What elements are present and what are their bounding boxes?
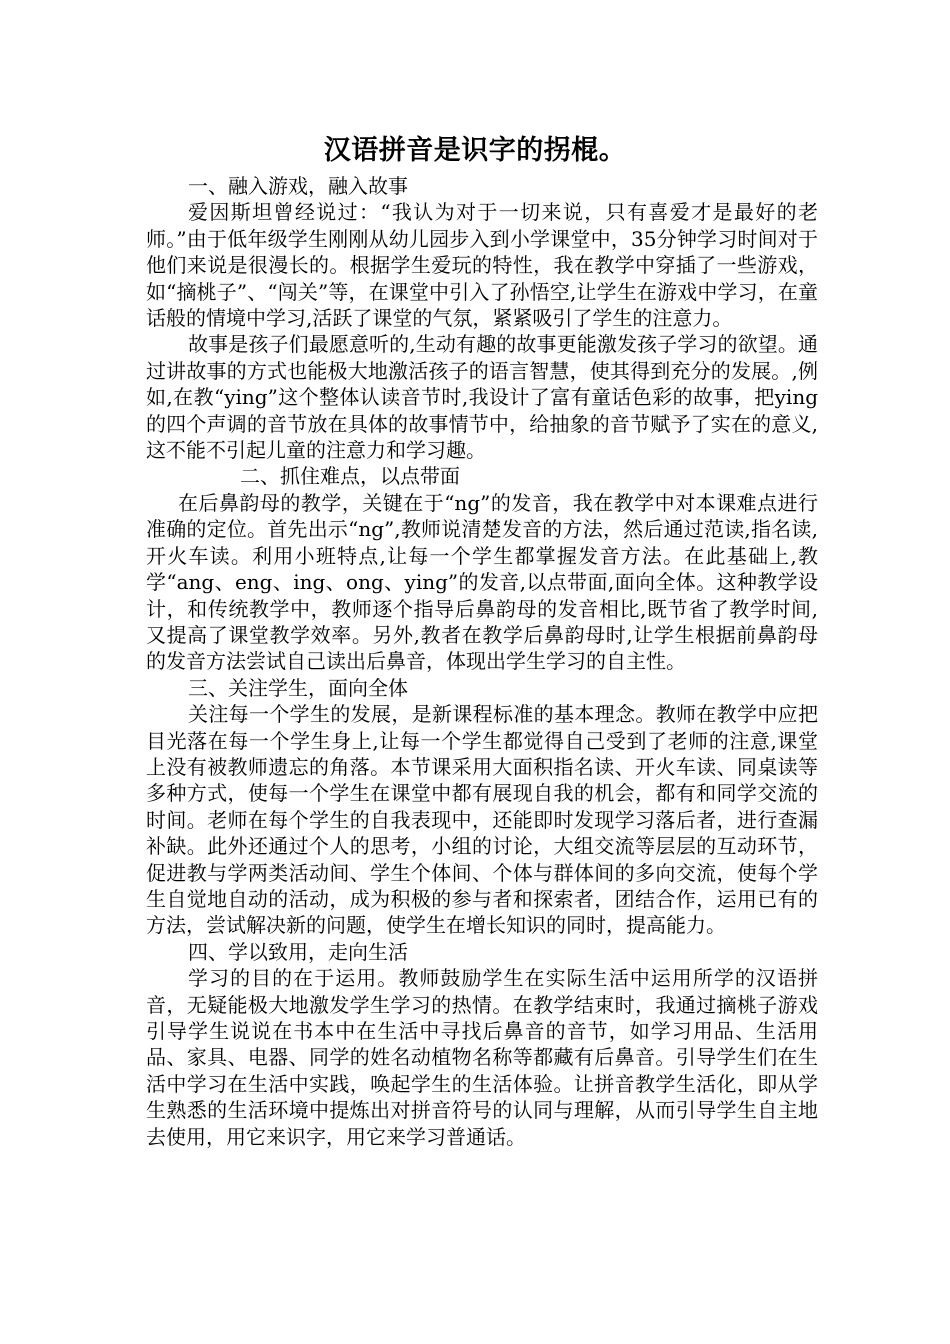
section-2-paragraph-1: 在后鼻韵母的教学，关键在于“ng”的发音，我在教学中对本课难点进行准确的定位。首先出示“ng”,教师说清楚发音的方法，然后通过范读,指名读,开火车读。利用小班特点,让每一个学生都掌握发音方法。在此基础上,教学“ang、eng、ing、ong、ying”的发音,以点带面,面向全体。这种教学设计，和传统教学中，教师逐个指导后鼻韵母的发音相比,既节省了教学时间,又提高了课堂教学效率。另外,教者在教学后鼻韵母时,让学生根据前鼻韵母的发音方法尝试自己读出后鼻音，体现出学生学习的自主性。 bbox=[146, 490, 818, 674]
section-heading-4: 四、学以致用，走向生活 bbox=[188, 939, 408, 964]
document-title: 汉语拼音是识字的拐棍。 bbox=[323, 135, 627, 166]
section-heading-3: 三、关注学生，面向全体 bbox=[188, 675, 408, 700]
section-heading-1: 一、融入游戏，融入故事 bbox=[188, 174, 408, 198]
section-3-paragraph-1: 关注每一个学生的发展，是新课程标准的基本理念。教师在教学中应把目光落在每一个学生身上,让每一个学生都觉得自己受到了老师的注意,课堂上没有被教师遗忘的角落。本节课采用大面积指名读、开火车读、同桌读等多种方式，使每一个学生在课堂中都有展现自我的机会，都有和同学交流的时间。老师在每个学生的自我表现中，还能即时发现学习落后者，进行查漏补缺。此外还通过个人的思考，小组的讨论，大组交流等层层的互动环节，促进教与学两类活动间、学生个体间、个体与群体间的多向交流，使每个学生自觉地自动的活动，成为积极的参与者和探索者，团结合作，运用已有的方法，尝试解决新的问题，使学生在增长知识的同时，提高能力。 bbox=[146, 702, 818, 938]
section-4-paragraph-1: 学习的目的在于运用。教师鼓励学生在实际生活中运用所学的汉语拼音，无疑能极大地激发学生学习的热情。在教学结束时，我通过摘桃子游戏引导学生说说在书本中在生活中寻找后鼻音的音节，如学习用品、生活用品、家具、电器、同学的姓名动植物名称等都藏有后鼻音。引导学生们在生活中学习在生活中实践，唤起学生的生活体验。让拼音教学生活化，即从学生熟悉的生活环境中提炼出对拼音符号的认同与理解，从而引导学生自主地去使用，用它来识字，用它来学习普通话。 bbox=[146, 966, 818, 1149]
document-body bbox=[146, 173, 818, 1150]
section-heading-2: 二、抓住难点，以点带面 bbox=[240, 464, 460, 489]
section-1-paragraph-1: 爱因斯坦曾经说过：“我认为对于一切来说，只有喜爱才是最好的老师。”由于低年级学生刚刚从幼儿园步入到小学课堂中，35分钟学习时间对于他们来说是很漫长的。根据学生爱玩的特性，我在教学中穿插了一些游戏，如“摘桃子”、“闯关”等，在课堂中引入了孙悟空,让学生在游戏中学习，在童话般的情境中学习,活跃了课堂的气氛，紧紧吸引了学生的注意力。 bbox=[146, 200, 818, 331]
section-1-paragraph-2: 故事是孩子们最愿意听的,生动有趣的故事更能激发孩子学习的欲望。通过讲故事的方式也能极大地激活孩子的语言智慧，使其得到充分的发展。,例如,在教“ying”这个整体认读音节时,我设计了富有童话色彩的故事，把ying的四个声调的音节放在具体的故事情节中，给抽象的音节赋予了实在的意义,这不能不引起儿童的注意力和学习趣。 bbox=[146, 332, 818, 463]
